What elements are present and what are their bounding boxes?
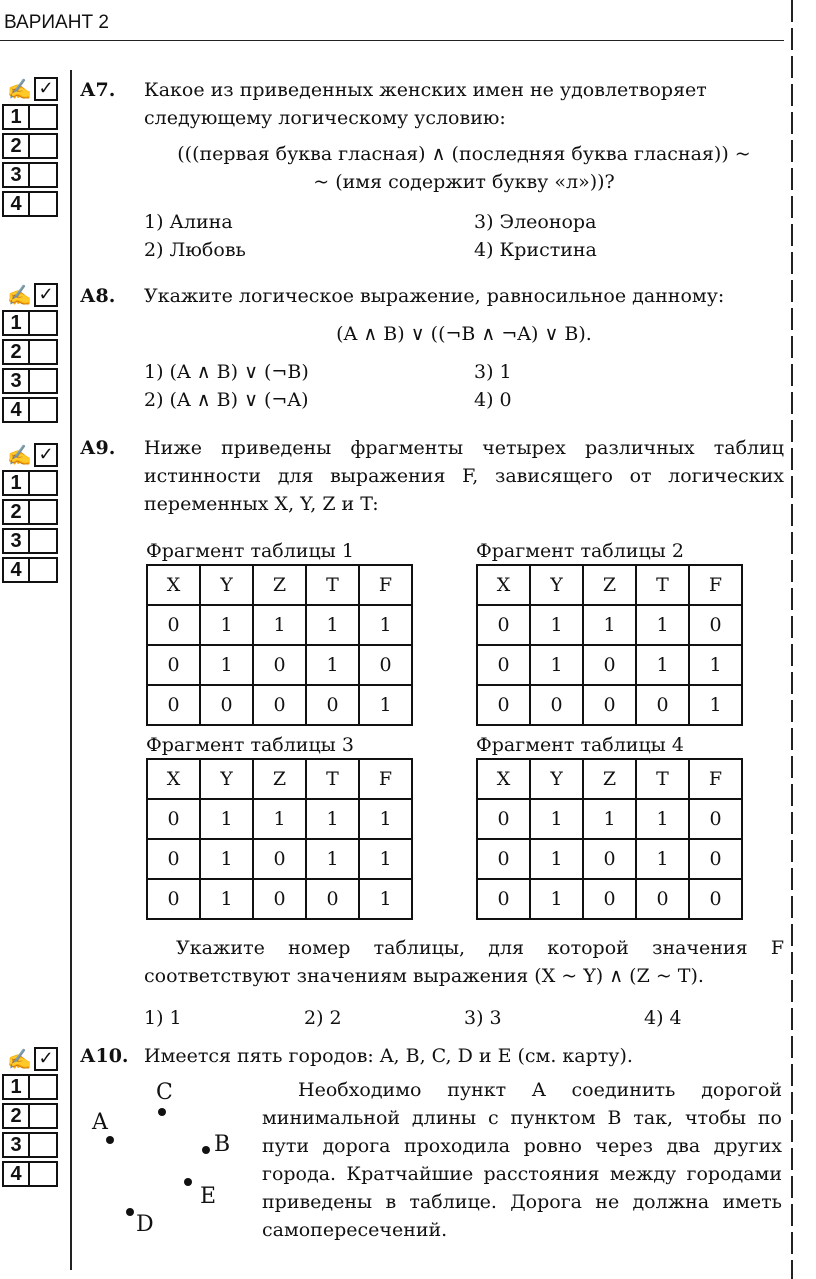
question-a7 bbox=[80, 76, 784, 264]
city-label-d: D bbox=[136, 1212, 154, 1237]
table-row bbox=[147, 685, 412, 725]
option: 4) 0 bbox=[474, 389, 512, 411]
answer-box-a7 bbox=[2, 76, 62, 218]
table-row bbox=[477, 799, 742, 839]
table-row bbox=[147, 605, 412, 645]
table-cell: 0 bbox=[583, 879, 636, 919]
question-a9 bbox=[80, 434, 784, 518]
table-cell: 0 bbox=[477, 605, 530, 645]
question-id: А8. bbox=[80, 285, 116, 307]
table-cell: 0 bbox=[477, 839, 530, 879]
table-cell: 1 bbox=[530, 645, 583, 685]
answer-number: 3 bbox=[2, 368, 30, 394]
table-cell: 1 bbox=[636, 605, 689, 645]
answer-checkbox[interactable] bbox=[30, 1074, 58, 1100]
table-cell: Y bbox=[530, 565, 583, 605]
table-cell: Y bbox=[200, 759, 253, 799]
table-cell: 0 bbox=[253, 839, 306, 879]
a10-description: Необходимо пункт A соединить дорогой минимальной длины с пунктом B так, чтобы по пути дорога проходила ровно через два других города. Кратчайшие расстояния между городами приведены в таблице. Дорога не должна иметь самопересечений. bbox=[262, 1079, 782, 1241]
table-cell: X bbox=[477, 759, 530, 799]
table-cell: 0 bbox=[689, 839, 742, 879]
answer-box-a8 bbox=[2, 282, 62, 424]
truth-table-4 bbox=[476, 734, 743, 920]
option: 1) 1 bbox=[144, 1007, 182, 1029]
answer-number: 1 bbox=[2, 104, 30, 130]
table-cell: Z bbox=[583, 759, 636, 799]
answer-number: 4 bbox=[2, 1161, 30, 1187]
table-row bbox=[477, 605, 742, 645]
answer-checkbox[interactable] bbox=[30, 557, 58, 583]
option: 2) (A ∧ B) ∨ (¬A) bbox=[144, 389, 309, 411]
city-label-c: C bbox=[156, 1080, 173, 1105]
answer-checkbox[interactable] bbox=[30, 1132, 58, 1158]
city-point-b bbox=[202, 1146, 210, 1154]
table-cell: F bbox=[359, 759, 412, 799]
question-a8 bbox=[80, 282, 784, 414]
answer-checkbox[interactable] bbox=[30, 499, 58, 525]
question-text: Укажите номер таблицы, для которой значения F соответствуют значениям выражения (X ~ Y) ∧ (Z ~ T). bbox=[144, 937, 784, 987]
table-cell: 1 bbox=[200, 645, 253, 685]
table-cell: Z bbox=[253, 759, 306, 799]
answer-checkbox[interactable] bbox=[30, 162, 58, 188]
table-cell: 1 bbox=[530, 879, 583, 919]
answer-option-row bbox=[2, 468, 62, 497]
formula: (A ∧ B) ∨ ((¬B ∧ ¬A) ∨ B). bbox=[336, 323, 592, 345]
table-cell: 0 bbox=[306, 879, 359, 919]
answer-option-row bbox=[2, 102, 62, 131]
table-caption: Фрагмент таблицы 2 bbox=[476, 540, 684, 562]
pen-icon: ✍ bbox=[7, 1047, 32, 1071]
answer-checkbox[interactable] bbox=[30, 397, 58, 423]
answer-option-row bbox=[2, 1159, 62, 1188]
option: 2) Любовь bbox=[144, 239, 246, 261]
answer-option-row bbox=[2, 555, 62, 584]
table-row bbox=[147, 645, 412, 685]
table-cell: 1 bbox=[359, 879, 412, 919]
answer-number: 3 bbox=[2, 1132, 30, 1158]
option: 1) (A ∧ B) ∨ (¬B) bbox=[144, 361, 309, 383]
answer-box-a10 bbox=[2, 1046, 62, 1188]
answer-number: 4 bbox=[2, 397, 30, 423]
answer-number: 3 bbox=[2, 162, 30, 188]
option: 1) Алина bbox=[144, 211, 233, 233]
table-cell: 1 bbox=[359, 605, 412, 645]
answer-checkbox[interactable] bbox=[30, 470, 58, 496]
question-id: А9. bbox=[80, 437, 116, 459]
table-cell: 1 bbox=[359, 799, 412, 839]
table-cell: 1 bbox=[200, 839, 253, 879]
pen-icon: ✍ bbox=[7, 443, 32, 467]
answer-option-row bbox=[2, 131, 62, 160]
checkmark-icon: ✓ bbox=[34, 443, 58, 467]
answer-checkbox[interactable] bbox=[30, 310, 58, 336]
checkmark-icon: ✓ bbox=[34, 77, 58, 101]
answer-number: 4 bbox=[2, 191, 30, 217]
table-cell: 1 bbox=[359, 685, 412, 725]
option: 3) 1 bbox=[474, 361, 512, 383]
table-cell: Y bbox=[530, 759, 583, 799]
answer-option-row bbox=[2, 1101, 62, 1130]
table-cell: 1 bbox=[689, 645, 742, 685]
answer-option-row bbox=[2, 395, 62, 424]
table-caption: Фрагмент таблицы 1 bbox=[146, 540, 354, 562]
answer-checkbox[interactable] bbox=[30, 104, 58, 130]
table-row bbox=[147, 879, 412, 919]
table-cell: 1 bbox=[306, 605, 359, 645]
answer-checkbox[interactable] bbox=[30, 133, 58, 159]
table-cell: 1 bbox=[359, 839, 412, 879]
answer-option-row bbox=[2, 160, 62, 189]
table-cell: 0 bbox=[477, 685, 530, 725]
question-text: Имеется пять городов: A, B, C, D и E (см. карту). bbox=[144, 1045, 633, 1067]
answer-number: 2 bbox=[2, 339, 30, 365]
table-cell: 1 bbox=[636, 645, 689, 685]
city-point-d bbox=[126, 1208, 134, 1216]
variant-header: ВАРИАНТ 2 bbox=[4, 12, 109, 33]
answer-option-row bbox=[2, 1130, 62, 1159]
pen-icon: ✍ bbox=[7, 283, 32, 307]
table-caption: Фрагмент таблицы 3 bbox=[146, 734, 354, 756]
table-cell: X bbox=[147, 759, 200, 799]
table-cell: 0 bbox=[253, 879, 306, 919]
table-row bbox=[477, 645, 742, 685]
answer-number: 1 bbox=[2, 470, 30, 496]
question-id: А10. bbox=[80, 1045, 129, 1067]
answer-option-row bbox=[2, 1072, 62, 1101]
answer-checkbox[interactable] bbox=[30, 1103, 58, 1129]
city-map bbox=[92, 1078, 252, 1248]
right-cut-line bbox=[791, 0, 793, 1279]
table-cell: Z bbox=[583, 565, 636, 605]
table-cell: 1 bbox=[253, 605, 306, 645]
table-cell: T bbox=[636, 759, 689, 799]
answer-box-a9 bbox=[2, 442, 62, 584]
answer-checkbox[interactable] bbox=[30, 368, 58, 394]
question-text: Укажите логическое выражение, равносильное данному: bbox=[144, 285, 725, 307]
city-point-e bbox=[184, 1178, 192, 1186]
table-row bbox=[477, 879, 742, 919]
table-cell: 0 bbox=[530, 685, 583, 725]
table-cell: F bbox=[689, 759, 742, 799]
city-point-c bbox=[158, 1108, 166, 1116]
answer-number: 3 bbox=[2, 528, 30, 554]
table-cell: 0 bbox=[636, 685, 689, 725]
answer-number: 4 bbox=[2, 557, 30, 583]
table-cell: 1 bbox=[200, 799, 253, 839]
table-cell: 1 bbox=[689, 685, 742, 725]
option: 4) 4 bbox=[644, 1007, 682, 1029]
question-a9-ask bbox=[80, 934, 784, 1032]
table-header-row bbox=[477, 759, 742, 799]
formula: (((первая буква гласная) ∧ (последняя буква гласная)) ~ bbox=[177, 143, 751, 165]
left-margin-line bbox=[70, 70, 72, 1270]
checkmark-icon: ✓ bbox=[34, 283, 58, 307]
table-cell: Z bbox=[253, 565, 306, 605]
truth-table-1 bbox=[146, 540, 413, 726]
table-cell: T bbox=[306, 759, 359, 799]
answer-option-row bbox=[2, 308, 62, 337]
table-cell: 0 bbox=[306, 685, 359, 725]
table-cell: F bbox=[359, 565, 412, 605]
answer-number: 2 bbox=[2, 133, 30, 159]
table-header-row bbox=[477, 565, 742, 605]
table-cell: Y bbox=[200, 565, 253, 605]
table-cell: X bbox=[477, 565, 530, 605]
answer-number: 1 bbox=[2, 310, 30, 336]
table-cell: 1 bbox=[636, 799, 689, 839]
table-cell: 1 bbox=[530, 605, 583, 645]
table-caption: Фрагмент таблицы 4 bbox=[476, 734, 684, 756]
table-cell: 0 bbox=[636, 879, 689, 919]
table-cell: 1 bbox=[583, 605, 636, 645]
question-id: А7. bbox=[80, 79, 116, 101]
question-text: Какое из приведенных женских имен не удовлетворяет следующему логическому условию: bbox=[144, 79, 707, 129]
table-cell: 0 bbox=[253, 645, 306, 685]
answer-option-row bbox=[2, 526, 62, 555]
table-cell: 0 bbox=[583, 685, 636, 725]
answer-number: 2 bbox=[2, 1103, 30, 1129]
answer-option-row bbox=[2, 497, 62, 526]
table-cell: 0 bbox=[689, 605, 742, 645]
truth-table-3 bbox=[146, 734, 413, 920]
formula: ~ (имя содержит букву «л»))? bbox=[313, 171, 615, 193]
city-label-a: A bbox=[92, 1110, 108, 1135]
table-cell: 1 bbox=[530, 839, 583, 879]
answer-checkbox[interactable] bbox=[30, 191, 58, 217]
table-cell: 0 bbox=[147, 799, 200, 839]
option: 2) 2 bbox=[304, 1007, 342, 1029]
table-cell: 0 bbox=[147, 685, 200, 725]
city-point-a bbox=[106, 1136, 114, 1144]
table-cell: 1 bbox=[306, 799, 359, 839]
table-header-row bbox=[147, 565, 412, 605]
table-cell: 0 bbox=[147, 879, 200, 919]
table-cell: F bbox=[689, 565, 742, 605]
table-cell: 0 bbox=[689, 799, 742, 839]
table-cell: 0 bbox=[147, 839, 200, 879]
answer-checkbox[interactable] bbox=[30, 339, 58, 365]
table-cell: T bbox=[306, 565, 359, 605]
answer-checkbox[interactable] bbox=[30, 528, 58, 554]
option: 3) Элеонора bbox=[474, 211, 597, 233]
table-cell: 1 bbox=[636, 839, 689, 879]
table-cell: 1 bbox=[253, 799, 306, 839]
table-cell: 0 bbox=[253, 685, 306, 725]
option: 4) Кристина bbox=[474, 239, 597, 261]
table-cell: 0 bbox=[583, 839, 636, 879]
table-cell: 0 bbox=[689, 879, 742, 919]
table-cell: T bbox=[636, 565, 689, 605]
answer-number: 1 bbox=[2, 1074, 30, 1100]
answer-number: 2 bbox=[2, 499, 30, 525]
answer-option-row bbox=[2, 337, 62, 366]
table-header-row bbox=[147, 759, 412, 799]
table-cell: 1 bbox=[200, 605, 253, 645]
table-cell: 1 bbox=[200, 879, 253, 919]
table-cell: 0 bbox=[477, 879, 530, 919]
city-label-b: B bbox=[214, 1132, 231, 1157]
checkmark-icon: ✓ bbox=[34, 1047, 58, 1071]
answer-checkbox[interactable] bbox=[30, 1161, 58, 1187]
answer-option-row bbox=[2, 189, 62, 218]
table-cell: 0 bbox=[200, 685, 253, 725]
table-cell: 1 bbox=[583, 799, 636, 839]
table-row bbox=[147, 839, 412, 879]
table-cell: 0 bbox=[477, 799, 530, 839]
question-a10 bbox=[80, 1042, 784, 1070]
table-cell: 0 bbox=[477, 645, 530, 685]
pen-icon: ✍ bbox=[7, 77, 32, 101]
table-cell: 1 bbox=[306, 839, 359, 879]
table-cell: 0 bbox=[583, 645, 636, 685]
table-row bbox=[147, 799, 412, 839]
table-cell: 1 bbox=[530, 799, 583, 839]
city-label-e: E bbox=[200, 1184, 217, 1209]
question-text: Ниже приведены фрагменты четырех различных таблиц истинности для выражения F, зависящего от логических переменных X, Y, Z и T: bbox=[144, 437, 784, 515]
table-cell: X bbox=[147, 565, 200, 605]
table-cell: 0 bbox=[147, 645, 200, 685]
table-row bbox=[477, 839, 742, 879]
table-cell: 1 bbox=[306, 645, 359, 685]
option: 3) 3 bbox=[464, 1007, 502, 1029]
table-row bbox=[477, 685, 742, 725]
table-cell: 0 bbox=[359, 645, 412, 685]
header-divider bbox=[0, 40, 784, 41]
table-cell: 0 bbox=[147, 605, 200, 645]
truth-table-2 bbox=[476, 540, 743, 726]
answer-option-row bbox=[2, 366, 62, 395]
